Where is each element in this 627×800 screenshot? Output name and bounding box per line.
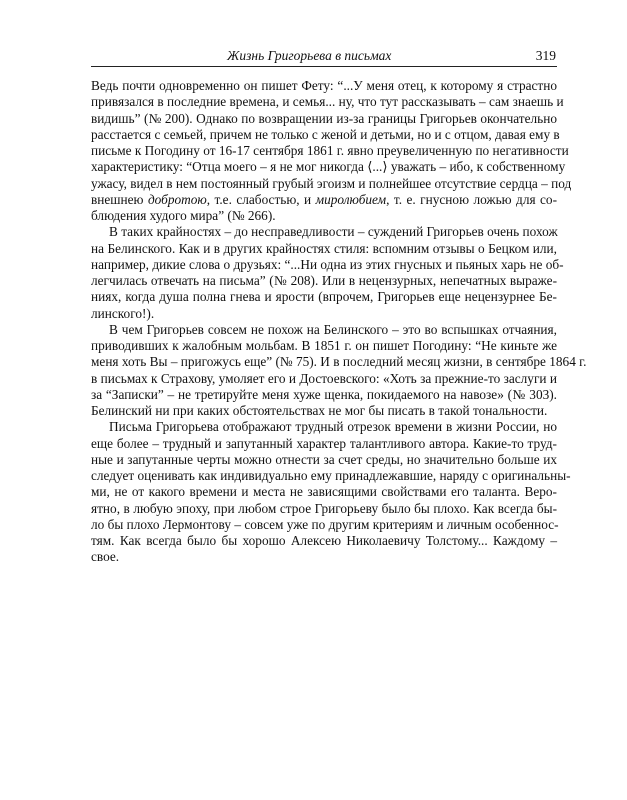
text-line: ниях, когда душа полна гнева и ярости (впрочем, Григорьев еще нецензурнее Бе- <box>91 289 557 305</box>
text-line: тям. Как всегда было бы хорошо Алексею Николаевичу Толстому... Каждому – <box>91 533 557 548</box>
text-line: ятно, в любую эпоху, при любом строе Григорьеву было бы плохо. Как всегда бы- <box>91 500 557 516</box>
text-line: видишь” (№ 200). Однако по возвращении из-за границы Григорьев окончательно <box>91 110 557 126</box>
text-line: письме к Погодину от 16-17 сентября 1861 г. явно преувеличенную по негативности <box>91 143 569 158</box>
text-line: следует оценивать как индивидуально ему принадлежавшие, наряду с оригинальны- <box>91 468 571 483</box>
text-line: например, дикие слова о друзьях: “...Ни одна из этих гнусных и пьяных харь не об- <box>91 256 564 272</box>
running-header <box>91 46 557 67</box>
text-line: в письмах к Страхову, умоляет его и Достоевского: «Хоть за прежние-то заслуги и <box>91 370 557 386</box>
text-line: привязался в последние времена, и семья... ну, что тут рассказывать – сам знаешь и <box>91 94 564 110</box>
text-line: ужасу, видел в нем постоянный грубый эгоизм и полнейшее отсутствие сердца – под <box>91 175 572 191</box>
page-number: 319 <box>535 48 556 63</box>
text-line: расстается с семьей, причем не только с женой и детьми, но и с отцом, давая ему в <box>91 126 560 142</box>
text-line: легчилась отвечать на письма” (№ 208). Или в нецензурных, непечатных выраже- <box>91 273 557 288</box>
italic-word: добротою <box>147 191 207 207</box>
text-line: Ведь почти одновременно он пишет Фету: “...У меня отец, к которому я страстно <box>91 78 557 93</box>
text-line: Письма Григорьева отображают трудный отрезок времени в жизни России, но <box>109 419 557 435</box>
text-line: свое. <box>91 549 120 565</box>
text-line: ло бы плохо Лермонтову – совсем уже по другим критериям и личным особеннос- <box>91 516 559 532</box>
text-line: приводивших к жалобным мольбам. В 1851 г. он пишет Погодину: “Не киньте же <box>91 338 557 353</box>
text-line: линского!). <box>91 305 155 321</box>
text-line: на Белинского. Как и в других крайностях стиля: вспомним отзывы о Бецком или, <box>91 240 557 256</box>
text-line: за “Записки” – не третируйте меня хуже щенка, покидаемого на навозе» (№ 303). <box>91 386 557 402</box>
text-line: ные и запутанные черты можно отнести за счет среды, но значительно больше их <box>91 451 557 467</box>
text-line: характеристику: “Отца моего – я не мог никогда ⟨...⟩ уважать – ибо, к собственному <box>91 159 566 175</box>
text-line: Белинский ни при каких обстоятельствах не мог бы писать в такой тональности. <box>91 403 548 418</box>
text-line: еще более – трудный и запутанный характер талантливого автора. Какие-то труд- <box>91 435 557 451</box>
paragraph <box>91 419 571 565</box>
text-line: В таких крайностях – до несправедливости – суждений Григорьев очень похож <box>109 224 558 240</box>
paragraph <box>91 321 587 420</box>
italic-word: миролюбием <box>315 191 387 207</box>
paragraph <box>91 224 564 322</box>
body-text <box>91 78 587 566</box>
running-title: Жизнь Григорьева в письмах <box>227 48 392 63</box>
text-line: блюдения худого мира” (№ 266). <box>91 208 276 223</box>
text-line: внешнею добротою, т.е. слабостью, и миролюбием, т. е. гнусною ложью для со- <box>91 191 557 207</box>
text-line: меня хоть Вы – пригожусь еще” (№ 75). И в последний месяц жизни, в сентябре 1864 г. <box>91 354 587 370</box>
text-line: ми, не от какого времени и места не зависящими свойствами его таланта. Веро- <box>91 484 557 500</box>
paragraph <box>91 78 572 224</box>
text-line: В чем Григорьев совсем не похож на Белинского – это во вспышках отчаяния, <box>109 321 557 337</box>
